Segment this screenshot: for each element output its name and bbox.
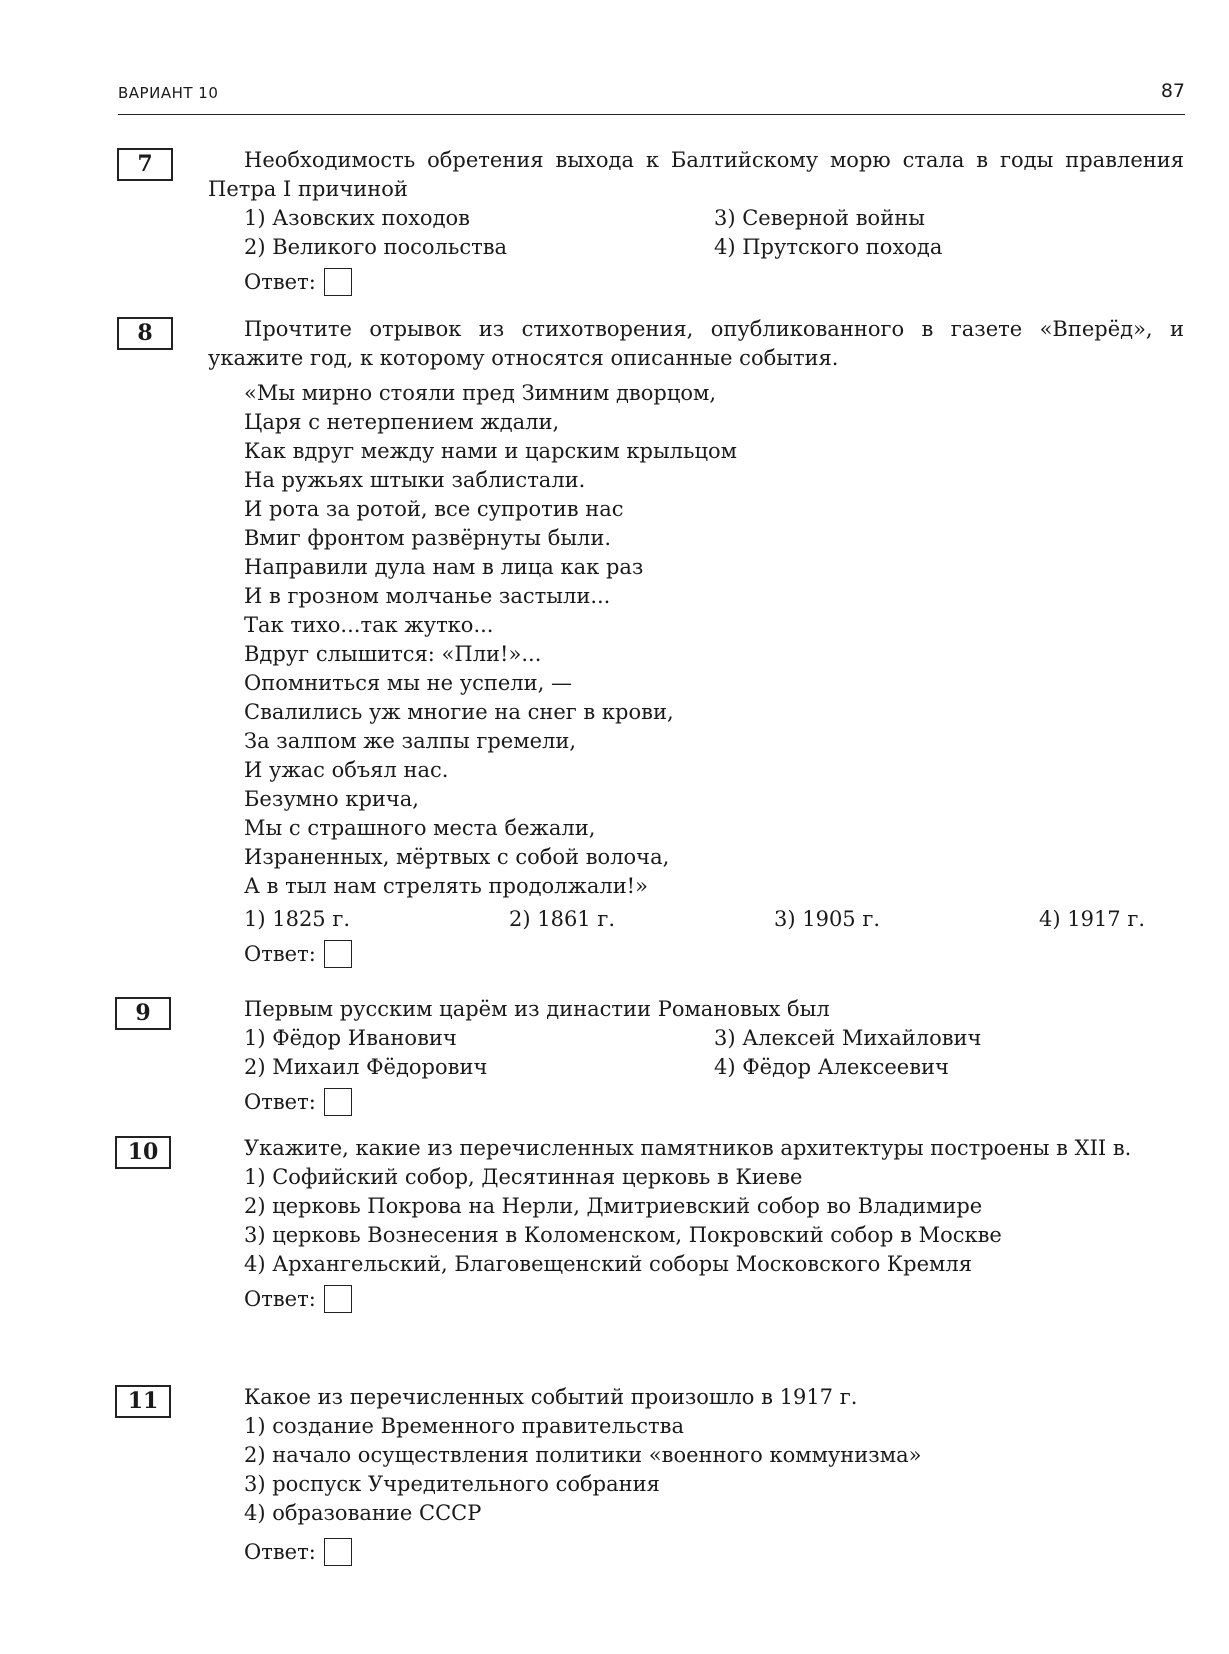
answer-label: Ответ: <box>244 1539 316 1564</box>
poem-line: Свалились уж многие на снег в крови, <box>244 700 674 724</box>
option[interactable]: 2) Михаил Фёдорович <box>244 1055 488 1079</box>
poem-line: И в грозном молчанье застыли... <box>244 584 611 608</box>
options-list <box>244 204 1184 262</box>
answer-label: Ответ: <box>244 941 316 966</box>
option[interactable]: 3) Северной войны <box>714 206 925 230</box>
poem-line: За залпом же залпы гремели, <box>244 729 577 753</box>
question-number: 9 <box>115 997 171 1030</box>
poem-line: Мы с страшного места бежали, <box>244 816 596 840</box>
poem-line: Безумно крича, <box>244 787 419 811</box>
option[interactable]: 2) церковь Покрова на Нерли, Дмитриевский собор во Владимире <box>244 1194 983 1218</box>
option[interactable]: 1) 1825 г. <box>244 907 351 931</box>
question-text: Первым русским царём из династии Романовых был <box>244 997 830 1021</box>
page-number: 87 <box>1160 80 1185 102</box>
option[interactable]: 4) Фёдор Алексеевич <box>714 1055 949 1079</box>
answer-label: Ответ: <box>244 269 316 294</box>
option[interactable]: 3) роспуск Учредительного собрания <box>244 1472 660 1496</box>
poem-line: Вмиг фронтом развёрнуты были. <box>244 526 612 550</box>
answer-row <box>244 938 1184 970</box>
option[interactable]: 2) Великого посольства <box>244 235 508 259</box>
variant-label: ВАРИАНТ 10 <box>118 84 219 102</box>
answer-box[interactable] <box>324 1538 352 1566</box>
option[interactable]: 4) образование СССР <box>244 1501 482 1525</box>
answer-label: Ответ: <box>244 1089 316 1114</box>
question-text: Необходимость обретения выхода к Балтийскому морю стала в годы правления Петра I причиной <box>208 148 1184 201</box>
option[interactable]: 4) 1917 г. <box>1039 907 1146 931</box>
answer-box[interactable] <box>324 268 352 296</box>
poem-line: Царя с нетерпением ждали, <box>244 410 560 434</box>
answer-label: Ответ: <box>244 1286 316 1311</box>
question-text: Укажите, какие из перечисленных памятников архитектуры построены в XII в. <box>244 1136 1132 1160</box>
option[interactable]: 1) Азовских походов <box>244 206 470 230</box>
option[interactable]: 1) Софийский собор, Десятинная церковь в Киеве <box>244 1165 803 1189</box>
poem-line: И рота за ротой, все супротив нас <box>244 497 624 521</box>
option[interactable]: 4) Архангельский, Благовещенский соборы Московского Кремля <box>244 1252 972 1276</box>
question-text: Прочтите отрывок из стихотворения, опубликованного в газете «Вперёд», и укажите год, к которому относятся описанные события. <box>208 317 1184 370</box>
poem-line: Израненных, мёртвых с собой волоча, <box>244 845 670 869</box>
poem-line: Опомниться мы не успели, — <box>244 671 572 695</box>
answer-row <box>244 1086 1184 1118</box>
option[interactable]: 3) церковь Вознесения в Коломенском, Покровский собор в Москве <box>244 1223 1002 1247</box>
poem-line: На ружьях штыки заблистали. <box>244 468 586 492</box>
option[interactable]: 1) создание Временного правительства <box>244 1414 684 1438</box>
question-number: 8 <box>117 317 173 350</box>
option[interactable]: 2) начало осуществления политики «военного коммунизма» <box>244 1443 922 1467</box>
question-text: Какое из перечисленных событий произошло в 1917 г. <box>244 1385 858 1409</box>
options-list <box>244 1024 1184 1082</box>
option[interactable]: 4) Прутского похода <box>714 235 943 259</box>
answer-box[interactable] <box>324 1285 352 1313</box>
poem-line: Как вдруг между нами и царским крыльцом <box>244 439 737 463</box>
option[interactable]: 3) 1905 г. <box>774 907 881 931</box>
poem-line: Так тихо...так жутко... <box>244 613 494 637</box>
question-number: 10 <box>115 1136 171 1169</box>
options-list <box>244 1163 1184 1279</box>
poem-excerpt <box>244 379 1184 901</box>
answer-row <box>244 266 1184 298</box>
poem-line: Направили дула нам в лица как раз <box>244 555 644 579</box>
question-number: 7 <box>117 148 173 181</box>
poem-line: А в тыл нам стрелять продолжали!» <box>244 874 648 898</box>
options-list <box>244 1412 1184 1528</box>
option[interactable]: 2) 1861 г. <box>509 907 616 931</box>
option[interactable]: 1) Фёдор Иванович <box>244 1026 457 1050</box>
answer-row <box>244 1536 1184 1568</box>
answer-row <box>244 1283 1184 1315</box>
poem-line: И ужас объял нас. <box>244 758 449 782</box>
option[interactable]: 3) Алексей Михайлович <box>714 1026 982 1050</box>
answer-box[interactable] <box>324 1088 352 1116</box>
poem-line: «Мы мирно стояли пред Зимним дворцом, <box>244 381 716 405</box>
poem-line: Вдруг слышится: «Пли!»... <box>244 642 542 666</box>
question-number: 11 <box>115 1385 171 1418</box>
page-header <box>118 80 1185 115</box>
options-list <box>244 905 1184 934</box>
answer-box[interactable] <box>324 940 352 968</box>
